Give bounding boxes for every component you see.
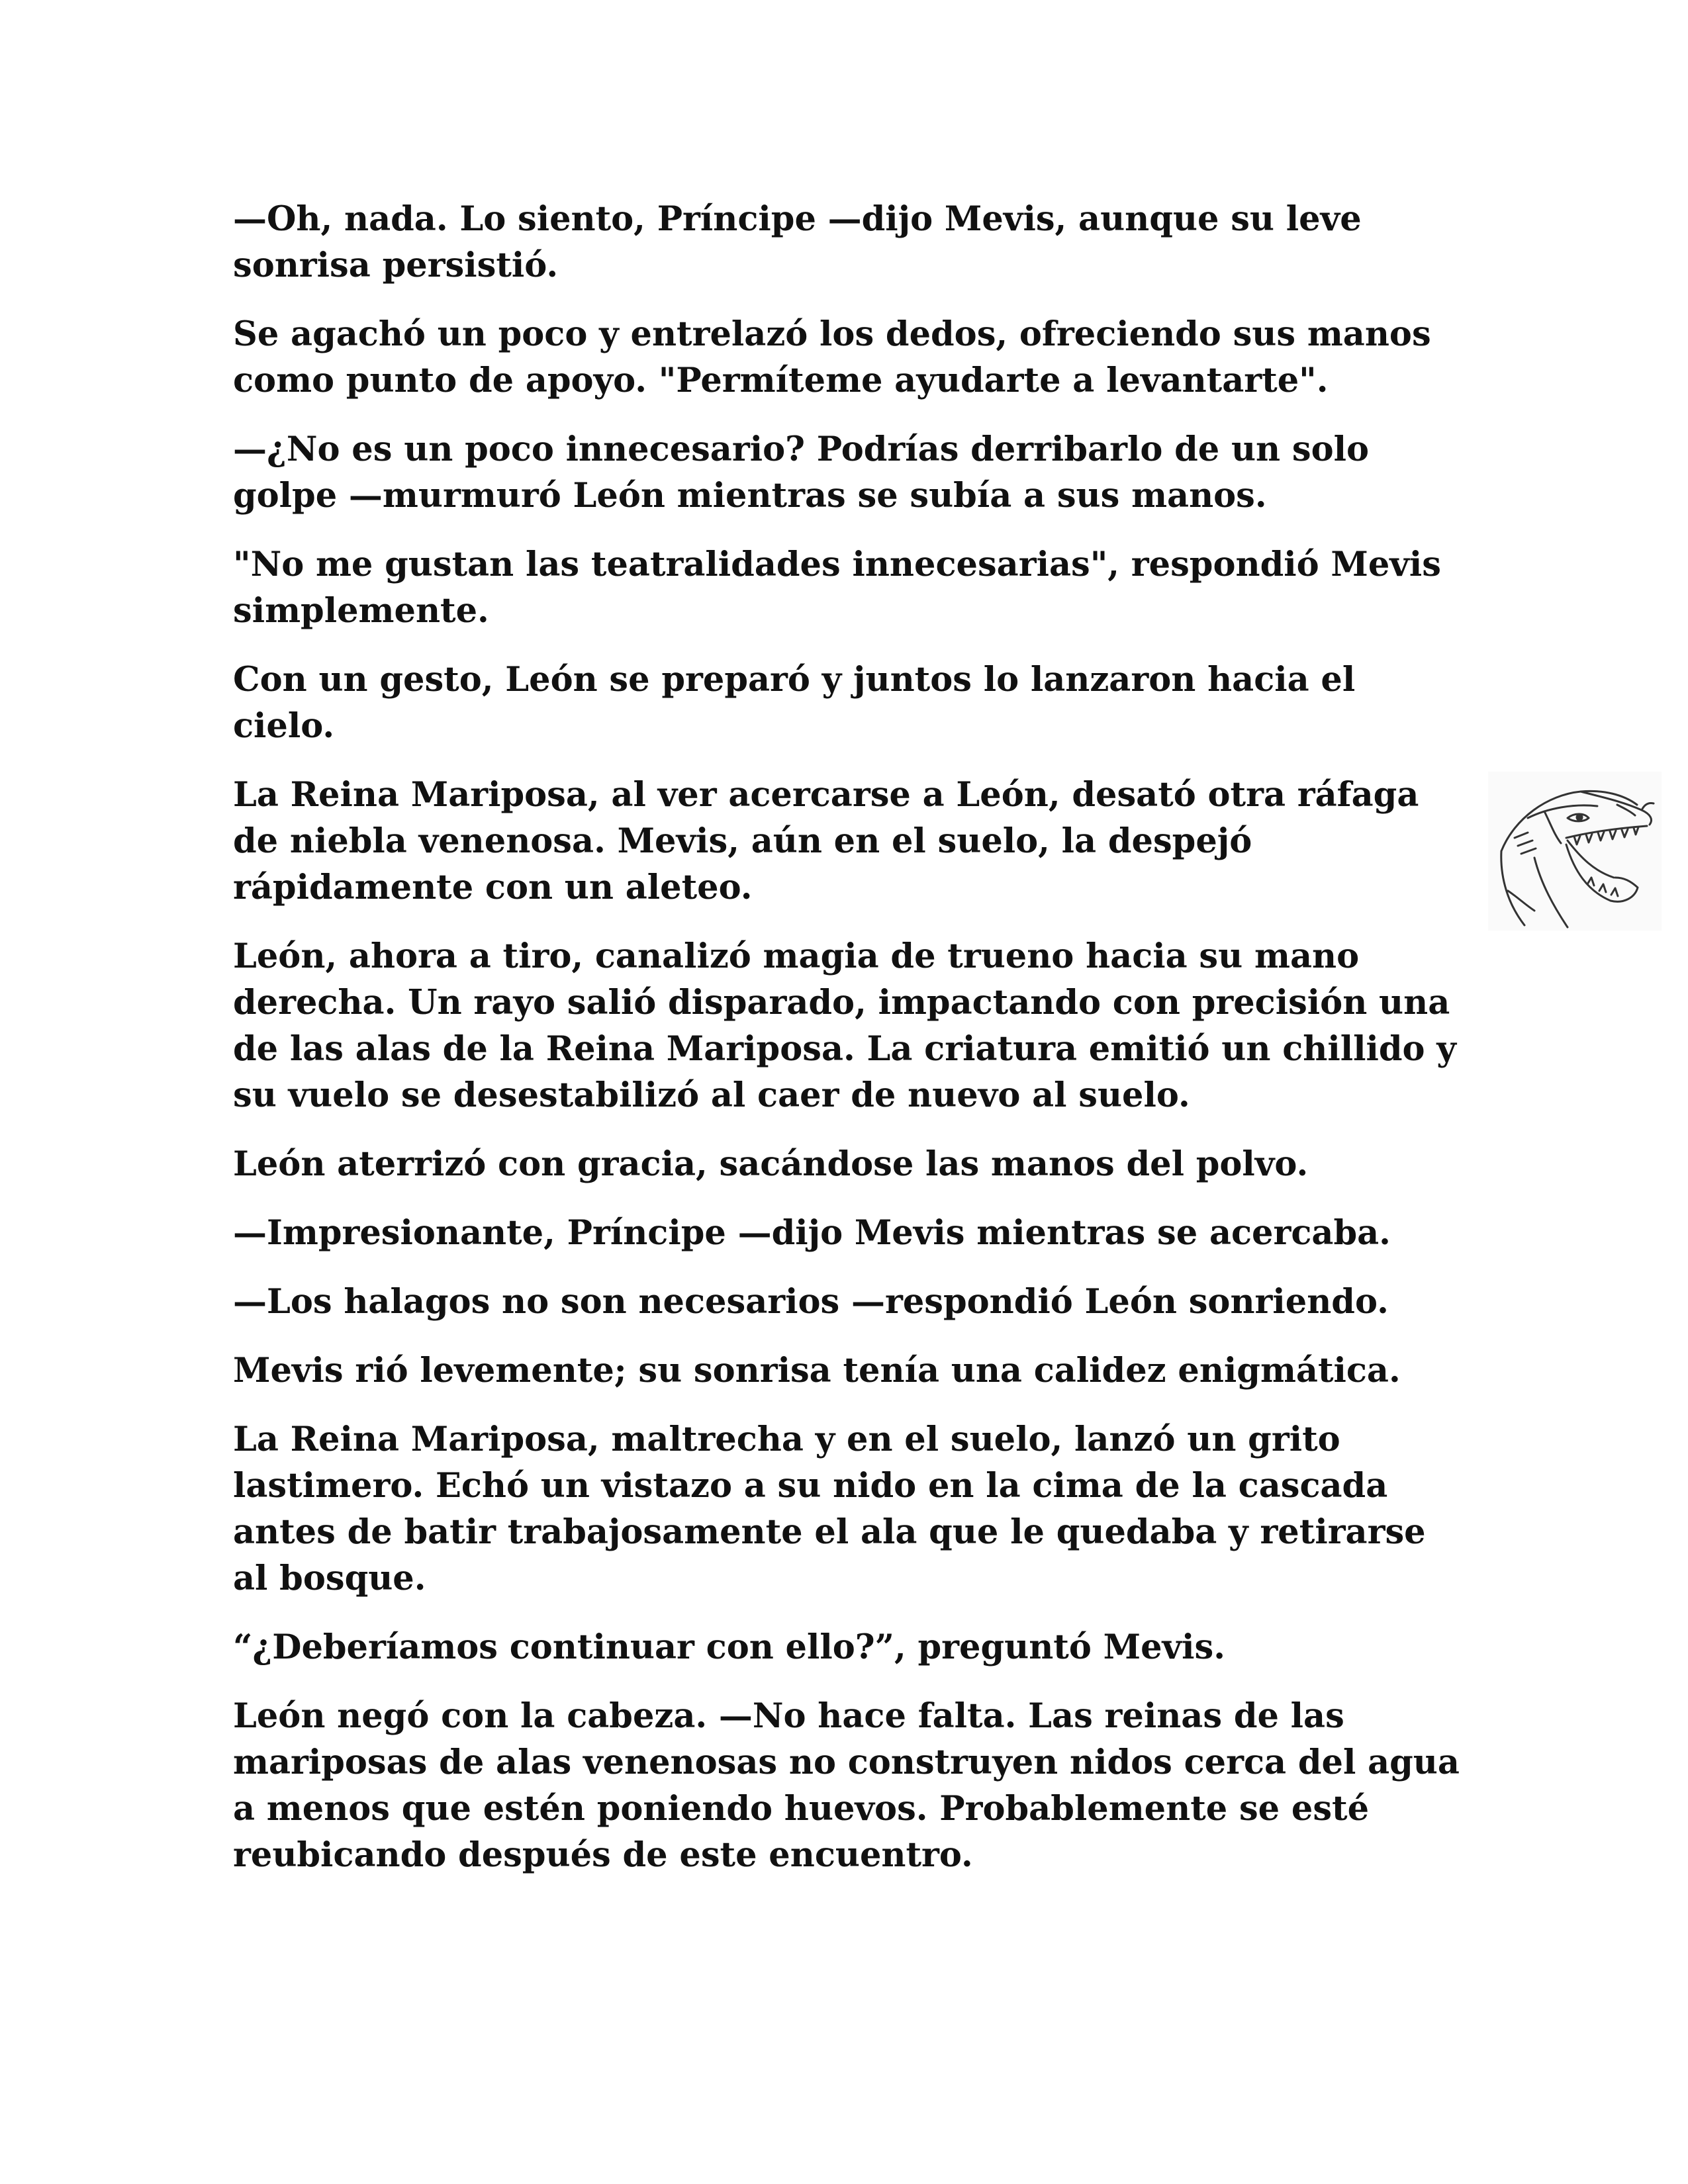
paragraph-14: León negó con la cabeza. —No hace falta. Las reinas de las mariposas de alas venenosas no construyen nidos cerca del agua a menos que estén poniendo huevos. Probablemente se esté reubicando después de este encuentro. bbox=[233, 1696, 1460, 1875]
dinosaur-head-sketch-icon bbox=[1488, 772, 1662, 931]
paragraph-10: —Los halagos no son necesarios —respondió León sonriendo. bbox=[233, 1282, 1389, 1322]
paragraph-12: La Reina Mariposa, maltrecha y en el suelo, lanzó un grito lastimero. Echó un vistazo a su nido en la cima de la cascada antes de batir trabajosamente el ala que le quedaba y retirarse al bosque. bbox=[233, 1420, 1426, 1598]
paragraph-4: "No me gustan las teatralidades innecesarias", respondió Mevis simplemente. bbox=[233, 545, 1441, 631]
story-text bbox=[233, 196, 1464, 1901]
paragraph-3: —¿No es un poco innecesario? Podrías derribarlo de un solo golpe —murmuró León mientras se subía a sus manos. bbox=[233, 430, 1369, 516]
paragraph-8: León aterrizó con gracia, sacándose las manos del polvo. bbox=[233, 1144, 1309, 1184]
paragraph-6: La Reina Mariposa, al ver acercarse a León, desató otra ráfaga de niebla venenosa. Mevis, aún en el suelo, la despejó rápidamente con un aleteo. bbox=[233, 775, 1419, 907]
paragraph-9: —Impresionante, Príncipe —dijo Mevis mientras se acercaba. bbox=[233, 1213, 1391, 1253]
paragraph-13: “¿Deberíamos continuar con ello?”, preguntó Mevis. bbox=[233, 1627, 1225, 1667]
paragraph-2: Se agachó un poco y entrelazó los dedos, ofreciendo sus manos como punto de apoyo. "Permíteme ayudarte a levantarte". bbox=[233, 314, 1431, 400]
paragraph-11: Mevis rió levemente; su sonrisa tenía una calidez enigmática. bbox=[233, 1351, 1401, 1390]
paragraph-1: —Oh, nada. Lo siento, Príncipe —dijo Mevis, aunque su leve sonrisa persistió. bbox=[233, 199, 1362, 285]
paragraph-5: Con un gesto, León se preparó y juntos lo lanzaron hacia el cielo. bbox=[233, 660, 1356, 746]
paragraph-7: León, ahora a tiro, canalizó magia de trueno hacia su mano derecha. Un rayo salió disparado, impactando con precisión una de las alas de la Reina Mariposa. La criatura emitió un chillido y su vuelo se desestabilizó al caer de nuevo al suelo. bbox=[233, 936, 1456, 1115]
